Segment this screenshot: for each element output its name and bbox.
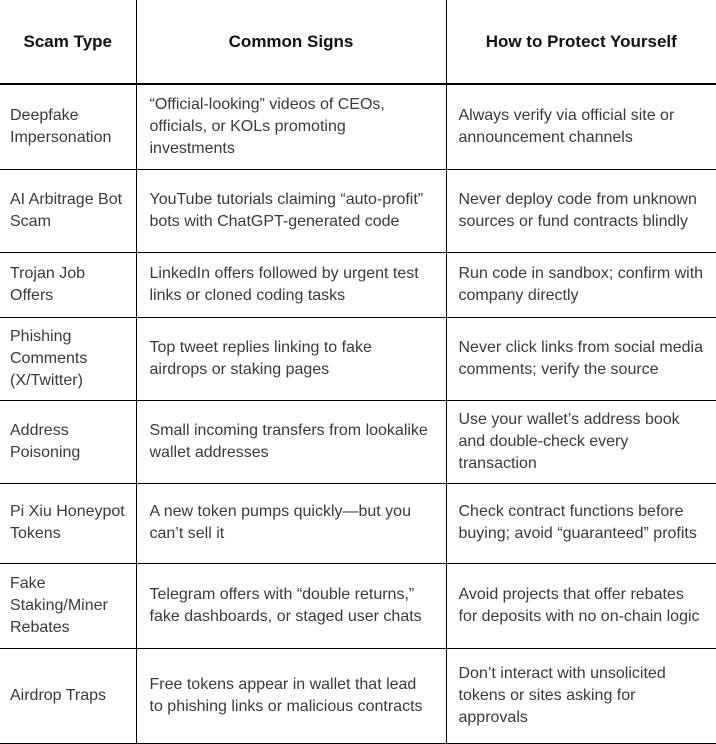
cell-common-signs: [136, 169, 446, 252]
table-row: [0, 252, 716, 317]
cell-scam-type: [0, 252, 136, 317]
protection-text: Never click links from social media comments; verify the source: [458, 338, 704, 378]
cell-protection: [446, 169, 716, 252]
protection-text: Always verify via official site or announcement channels: [458, 106, 675, 146]
cell-protection: [446, 317, 716, 400]
cell-common-signs: [136, 252, 446, 317]
cell-common-signs: [136, 563, 446, 648]
cell-scam-type: [0, 400, 136, 483]
cell-protection: [446, 252, 716, 317]
cell-protection: [446, 483, 716, 563]
common-signs-text: A new token pumps quickly—but you can’t sell it: [149, 503, 411, 542]
cell-protection: [446, 563, 716, 648]
scam-type-text: AI Arbitrage Bot Scam: [10, 190, 123, 230]
table-row: [0, 648, 716, 743]
common-signs-text: Top tweet replies linking to fake airdrops or staking pages: [149, 338, 372, 378]
cell-scam-type: [0, 169, 136, 252]
protection-text: Avoid projects that offer rebates for deposits with no on-chain logic: [458, 585, 700, 625]
cell-scam-type: [0, 317, 136, 400]
cell-scam-type: [0, 483, 136, 563]
table-row: [0, 400, 716, 483]
common-signs-text: LinkedIn offers followed by urgent test links or cloned coding tasks: [149, 264, 419, 304]
protection-text: Never deploy code from unknown sources or fund contracts blindly: [458, 190, 697, 230]
scam-type-text: Address Poisoning: [10, 421, 81, 461]
cell-protection: [446, 84, 716, 169]
cell-scam-type: [0, 563, 136, 648]
table-row: [0, 483, 716, 563]
column-header-protection: How to Protect Yourself: [446, 0, 716, 84]
protection-text: Use your wallet’s address book and double-check every transaction: [458, 410, 680, 472]
header-row: [0, 0, 716, 84]
cell-common-signs: [136, 648, 446, 743]
protection-text: Check contract functions before buying; avoid “guaranteed” profits: [458, 503, 697, 542]
cell-common-signs: [136, 483, 446, 563]
column-header-scam-type: Scam Type: [0, 0, 136, 84]
cell-common-signs: [136, 400, 446, 483]
column-header-common-signs: Common Signs: [136, 0, 446, 84]
protection-text: Don’t interact with unsolicited tokens or sites asking for approvals: [458, 664, 666, 726]
table-body: [0, 84, 716, 743]
scam-type-text: Pi Xiu Honeypot Tokens: [10, 503, 125, 542]
table-header: [0, 0, 716, 84]
cell-common-signs: [136, 317, 446, 400]
table-row: [0, 317, 716, 400]
scam-type-text: Airdrop Traps: [10, 686, 107, 704]
table-row: [0, 84, 716, 169]
common-signs-text: Free tokens appear in wallet that lead to phishing links or malicious contracts: [149, 675, 423, 715]
cell-scam-type: [0, 648, 136, 743]
cell-scam-type: [0, 84, 136, 169]
table-row: [0, 169, 716, 252]
protection-text: Run code in sandbox; confirm with company directly: [458, 264, 704, 304]
scam-type-text: Fake Staking/Miner Rebates: [10, 574, 108, 636]
common-signs-text: “Official-looking” videos of CEOs, officials, or KOLs promoting investments: [149, 95, 385, 157]
scam-type-text: Trojan Job Offers: [10, 264, 85, 304]
common-signs-text: Telegram offers with “double returns,” fake dashboards, or staged user chats: [149, 585, 422, 625]
cell-protection: [446, 648, 716, 743]
cell-common-signs: [136, 84, 446, 169]
common-signs-text: YouTube tutorials claiming “auto-profit” bots with ChatGPT-generated code: [149, 190, 424, 230]
cell-protection: [446, 400, 716, 483]
scam-type-text: Phishing Comments (X/Twitter): [10, 327, 88, 389]
scam-type-text: Deepfake Impersonation: [10, 106, 112, 146]
table-row: [0, 563, 716, 648]
common-signs-text: Small incoming transfers from lookalike wallet addresses: [149, 421, 428, 461]
